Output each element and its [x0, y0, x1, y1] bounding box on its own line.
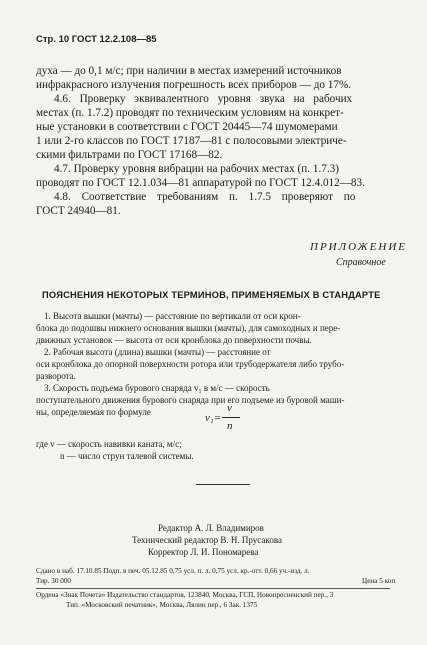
formula-denominator: n: [227, 420, 233, 432]
fraction-bar: [222, 417, 240, 418]
formula-numerator: v: [227, 402, 232, 414]
definition-line: 1. Высота вышки (мачты) — расстояние по вертикали от оси крон-: [44, 311, 301, 321]
body-line: 1 или 2-го классов по ГОСТ 17187—81 с полосовыми электриче-: [36, 135, 347, 147]
imprint-line: Ордена «Знак Почета» Издательство стандартов, 123840, Москва, ГСП, Новопресненский пер., 3: [36, 591, 334, 599]
appendix-title: ПРИЛОЖЕНИЕ: [310, 241, 407, 253]
page-header: Стр. 10 ГОСТ 12.2.108—85: [36, 34, 157, 45]
credit-editor: Редактор А. Л. Владимиров: [158, 523, 264, 533]
body-line: проводят по ГОСТ 12.1.034—81 аппаратурой по ГОСТ 12.4.012—83.: [36, 177, 365, 189]
body-line: инфракрасного излучения погрешность всех приборов — до 17%.: [36, 79, 352, 91]
divider: [196, 484, 250, 485]
credit-corrector: Корректор Л. И. Пономарева: [148, 547, 259, 557]
definition-line: поступательного движения бурового снаряда при его подъеме из буровой маши-: [36, 395, 345, 405]
imprint-line: Сдано в наб. 17.10.85 Подп. в печ. 05.12.85 0,75 усл. п. л. 0,75 усл. кр.-отт. 0,66 уч.-изд. л.: [36, 567, 310, 575]
definition-line: ны, определяемая по формуле: [36, 407, 151, 417]
definition-line: разворота.: [36, 371, 76, 381]
imprint-price: Цена 5 коп: [362, 577, 396, 585]
body-line: местах (п. 1.7.2) проводят по техническим условиям на конкрет-: [36, 107, 344, 119]
body-line: скими фильтрами по ГОСТ 17168—82.: [36, 149, 223, 161]
imprint-rule: [36, 588, 390, 589]
definition-line: 2. Рабочая высота (длина) вышки (мачты) — расстояние от: [44, 347, 271, 357]
definition-line: блока до подошвы нижнего основания вышки (мачты), для самоходных и пере-: [36, 323, 341, 333]
imprint-line: Тип. «Московский печатник», Москва, Лялин пер., 6 Зак. 1375: [66, 601, 258, 609]
section-heading: ПОЯСНЕНИЯ НЕКОТОРЫХ ТЕРМИНОВ, ПРИМЕНЯЕМЫХ В СТАНДАРТЕ: [42, 290, 381, 300]
body-line: 4.7. Проверку уровня вибрации на рабочих местах (п. 1.7.3): [54, 163, 339, 175]
body-line: духа — до 0,1 м/с; при наличии в местах измерений источников: [36, 65, 342, 77]
definition-line: оси кронблока до опорной поверхности ротора или трубодержателя либо трубо-: [36, 359, 345, 369]
formula-lhs: v₁=: [205, 412, 222, 424]
body-line: ные установки в соответствии с ГОСТ 20445—74 шумомерами: [36, 121, 338, 133]
where-line: n — число струн талевой системы.: [60, 451, 194, 461]
appendix-subtitle: Справочное: [336, 257, 386, 268]
body-line: 4.8. Соответствие требованиям п. 1.7.5 проверяют по: [54, 191, 356, 203]
definition-line: 3. Скорость подъема бурового снаряда v₁ в м/с — скорость: [44, 383, 270, 393]
body-line: 4.6. Проверку эквивалентного уровня звука на рабочих: [54, 93, 353, 105]
where-line: где v — скорость навивки каната, м/с;: [36, 439, 182, 449]
definition-line: движных установок — высота от оси кронблока до поверхности почвы.: [36, 335, 312, 345]
credit-tech-editor: Технический редактор В. Н. Прусакова: [132, 535, 282, 545]
body-line: ГОСТ 24940—81.: [36, 205, 121, 217]
imprint-line: Тир. 30 000: [36, 577, 72, 585]
